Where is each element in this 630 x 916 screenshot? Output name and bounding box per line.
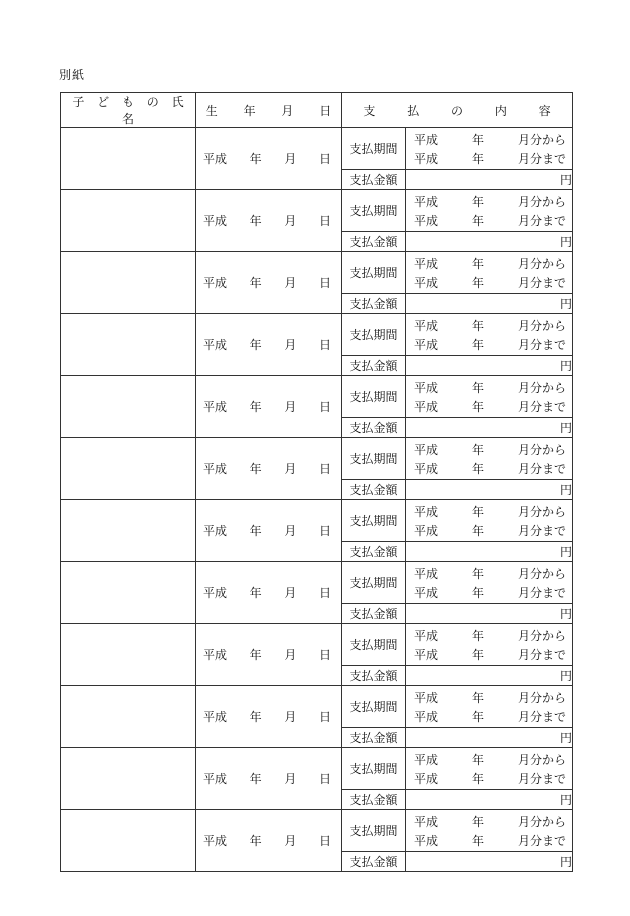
- month-label: 月: [284, 834, 297, 848]
- period-to-line: [406, 397, 572, 416]
- period-to-line: [406, 645, 572, 664]
- era-label: 平成: [203, 648, 228, 662]
- payment-amount-label: 支払金額: [342, 418, 406, 438]
- yen-label: 円: [560, 359, 573, 373]
- period-from-line: [406, 812, 572, 831]
- period-from-line: [406, 254, 572, 273]
- child-name-field[interactable]: [61, 376, 196, 438]
- era-label: 平成: [414, 132, 439, 147]
- header-child-name: 子 ど も の 氏 名: [61, 93, 196, 128]
- era-label: 平成: [203, 152, 228, 166]
- era-label: 平成: [414, 690, 439, 705]
- month-from-label: 月分から: [518, 752, 567, 767]
- year-label: 年: [249, 462, 262, 476]
- month-to-label: 月分まで: [518, 399, 567, 414]
- payment-amount-field[interactable]: [406, 666, 573, 686]
- payment-period-label: 支払期間: [342, 748, 406, 790]
- era-label: 平成: [414, 771, 439, 786]
- month-label: 月: [284, 586, 297, 600]
- payment-period-label: 支払期間: [342, 500, 406, 542]
- birth-date-field[interactable]: [196, 686, 342, 748]
- month-label: 月: [284, 400, 297, 414]
- month-to-label: 月分まで: [518, 585, 567, 600]
- yen-label: 円: [560, 855, 573, 869]
- era-label: 平成: [414, 628, 439, 643]
- era-label: 平成: [203, 834, 228, 848]
- period-from-line: [406, 688, 572, 707]
- yen-label: 円: [560, 235, 573, 249]
- payment-period-field[interactable]: [406, 190, 573, 232]
- payment-amount-label: 支払金額: [342, 852, 406, 872]
- year-label: 年: [249, 648, 262, 662]
- year-label: 年: [472, 461, 485, 476]
- year-label: 年: [249, 710, 262, 724]
- era-label: 平成: [414, 337, 439, 352]
- payment-amount-label: 支払金額: [342, 294, 406, 314]
- child-entry-period-row: [61, 252, 573, 294]
- month-label: 月: [284, 710, 297, 724]
- birth-date-field[interactable]: [196, 624, 342, 686]
- payment-form-table: [60, 92, 573, 872]
- month-from-label: 月分から: [518, 628, 567, 643]
- month-to-label: 月分まで: [518, 337, 567, 352]
- yen-label: 円: [560, 173, 573, 187]
- year-label: 年: [472, 337, 485, 352]
- payment-amount-field[interactable]: [406, 852, 573, 872]
- month-to-label: 月分まで: [518, 523, 567, 538]
- year-label: 年: [249, 214, 262, 228]
- payment-period-label: 支払期間: [342, 128, 406, 170]
- month-to-label: 月分まで: [518, 833, 567, 848]
- birth-date-field[interactable]: [196, 748, 342, 810]
- payment-period-label: 支払期間: [342, 252, 406, 294]
- payment-amount-label: 支払金額: [342, 728, 406, 748]
- year-label: 年: [249, 524, 262, 538]
- year-label: 年: [472, 132, 485, 147]
- payment-amount-field[interactable]: [406, 356, 573, 376]
- year-label: 年: [472, 399, 485, 414]
- payment-period-field[interactable]: [406, 314, 573, 356]
- year-label: 年: [472, 213, 485, 228]
- child-entry-period-row: [61, 438, 573, 480]
- period-to-line: [406, 521, 572, 540]
- year-label: 年: [472, 442, 485, 457]
- era-label: 平成: [414, 752, 439, 767]
- era-label: 平成: [414, 194, 439, 209]
- payment-period-field[interactable]: [406, 624, 573, 666]
- child-name-field[interactable]: [61, 438, 196, 500]
- month-from-label: 月分から: [518, 256, 567, 271]
- day-label: 日: [318, 400, 331, 414]
- era-label: 平成: [414, 151, 439, 166]
- year-label: 年: [472, 318, 485, 333]
- month-from-label: 月分から: [518, 814, 567, 829]
- payment-period-field[interactable]: [406, 438, 573, 480]
- birth-date-field[interactable]: [196, 128, 342, 190]
- day-label: 日: [318, 152, 331, 166]
- birth-date-field[interactable]: [196, 376, 342, 438]
- period-to-line: [406, 335, 572, 354]
- year-label: 年: [472, 585, 485, 600]
- payment-period-label: 支払期間: [342, 624, 406, 666]
- birth-date-field[interactable]: [196, 810, 342, 872]
- birth-date-field[interactable]: [196, 190, 342, 252]
- child-entry-period-row: [61, 624, 573, 666]
- child-entry-period-row: [61, 562, 573, 604]
- month-to-label: 月分まで: [518, 275, 567, 290]
- year-label: 年: [249, 834, 262, 848]
- child-name-field[interactable]: [61, 624, 196, 686]
- month-label: 月: [284, 772, 297, 786]
- era-label: 平成: [414, 461, 439, 476]
- payment-amount-label: 支払金額: [342, 480, 406, 500]
- year-label: 年: [249, 152, 262, 166]
- year-label: 年: [472, 690, 485, 705]
- child-name-field[interactable]: [61, 810, 196, 872]
- payment-amount-label: 支払金額: [342, 356, 406, 376]
- yen-label: 円: [560, 483, 573, 497]
- era-label: 平成: [203, 276, 228, 290]
- month-from-label: 月分から: [518, 318, 567, 333]
- payment-amount-label: 支払金額: [342, 790, 406, 810]
- birth-date-field[interactable]: [196, 438, 342, 500]
- payment-amount-field[interactable]: [406, 604, 573, 624]
- birth-date-field[interactable]: [196, 252, 342, 314]
- child-entry-period-row: [61, 810, 573, 852]
- day-label: 日: [318, 276, 331, 290]
- year-label: 年: [472, 709, 485, 724]
- child-name-field[interactable]: [61, 252, 196, 314]
- payment-period-field[interactable]: [406, 128, 573, 170]
- child-entry-period-row: [61, 128, 573, 170]
- month-from-label: 月分から: [518, 194, 567, 209]
- child-name-field[interactable]: [61, 748, 196, 810]
- era-label: 平成: [203, 338, 228, 352]
- era-label: 平成: [414, 523, 439, 538]
- era-label: 平成: [203, 586, 228, 600]
- period-to-line: [406, 831, 572, 850]
- year-label: 年: [472, 647, 485, 662]
- yen-label: 円: [560, 545, 573, 559]
- yen-label: 円: [560, 731, 573, 745]
- payment-amount-field[interactable]: [406, 480, 573, 500]
- child-entry-period-row: [61, 376, 573, 418]
- header-birth-date: 生 年 月 日: [196, 93, 342, 128]
- payment-amount-label: 支払金額: [342, 170, 406, 190]
- era-label: 平成: [203, 772, 228, 786]
- payment-period-field[interactable]: [406, 686, 573, 728]
- month-from-label: 月分から: [518, 380, 567, 395]
- period-from-line: [406, 750, 572, 769]
- era-label: 平成: [414, 442, 439, 457]
- payment-period-label: 支払期間: [342, 438, 406, 480]
- period-to-line: [406, 583, 572, 602]
- day-label: 日: [318, 772, 331, 786]
- month-label: 月: [284, 338, 297, 352]
- era-label: 平成: [414, 566, 439, 581]
- era-label: 平成: [414, 275, 439, 290]
- month-from-label: 月分から: [518, 132, 567, 147]
- birth-date-field[interactable]: [196, 500, 342, 562]
- header-payment-details: 支 払 の 内 容: [342, 93, 573, 128]
- month-from-label: 月分から: [518, 690, 567, 705]
- child-entry-period-row: [61, 190, 573, 232]
- yen-label: 円: [560, 297, 573, 311]
- period-to-line: [406, 769, 572, 788]
- period-from-line: [406, 316, 572, 335]
- era-label: 平成: [414, 709, 439, 724]
- month-to-label: 月分まで: [518, 709, 567, 724]
- year-label: 年: [472, 380, 485, 395]
- child-entry-period-row: [61, 314, 573, 356]
- child-name-field[interactable]: [61, 500, 196, 562]
- payment-amount-field[interactable]: [406, 790, 573, 810]
- payment-period-field[interactable]: [406, 810, 573, 852]
- payment-amount-field[interactable]: [406, 542, 573, 562]
- year-label: 年: [472, 814, 485, 829]
- payment-period-field[interactable]: [406, 376, 573, 418]
- year-label: 年: [472, 771, 485, 786]
- year-label: 年: [472, 194, 485, 209]
- payment-amount-label: 支払金額: [342, 604, 406, 624]
- payment-amount-field[interactable]: [406, 170, 573, 190]
- year-label: 年: [249, 586, 262, 600]
- month-to-label: 月分まで: [518, 151, 567, 166]
- payment-period-label: 支払期間: [342, 562, 406, 604]
- era-label: 平成: [414, 380, 439, 395]
- payment-amount-label: 支払金額: [342, 232, 406, 252]
- period-from-line: [406, 130, 572, 149]
- year-label: 年: [472, 752, 485, 767]
- era-label: 平成: [203, 400, 228, 414]
- payment-period-field[interactable]: [406, 500, 573, 542]
- year-label: 年: [472, 566, 485, 581]
- birth-date-field[interactable]: [196, 314, 342, 376]
- year-label: 年: [472, 523, 485, 538]
- period-to-line: [406, 707, 572, 726]
- era-label: 平成: [414, 814, 439, 829]
- day-label: 日: [318, 338, 331, 352]
- month-from-label: 月分から: [518, 566, 567, 581]
- era-label: 平成: [414, 399, 439, 414]
- month-to-label: 月分まで: [518, 461, 567, 476]
- era-label: 平成: [203, 524, 228, 538]
- payment-period-label: 支払期間: [342, 686, 406, 728]
- yen-label: 円: [560, 421, 573, 435]
- year-label: 年: [249, 400, 262, 414]
- child-entry-period-row: [61, 500, 573, 542]
- month-label: 月: [284, 524, 297, 538]
- era-label: 平成: [203, 214, 228, 228]
- payment-period-label: 支払期間: [342, 810, 406, 852]
- day-label: 日: [318, 586, 331, 600]
- period-from-line: [406, 440, 572, 459]
- day-label: 日: [318, 710, 331, 724]
- month-to-label: 月分まで: [518, 213, 567, 228]
- period-from-line: [406, 564, 572, 583]
- era-label: 平成: [414, 213, 439, 228]
- month-label: 月: [284, 648, 297, 662]
- day-label: 日: [318, 834, 331, 848]
- era-label: 平成: [414, 647, 439, 662]
- attachment-label: 別紙: [59, 68, 86, 82]
- yen-label: 円: [560, 669, 573, 683]
- year-label: 年: [472, 256, 485, 271]
- child-name-field[interactable]: [61, 562, 196, 624]
- year-label: 年: [249, 276, 262, 290]
- payment-period-field[interactable]: [406, 252, 573, 294]
- month-from-label: 月分から: [518, 504, 567, 519]
- birth-date-field[interactable]: [196, 562, 342, 624]
- era-label: 平成: [203, 710, 228, 724]
- payment-amount-label: 支払金額: [342, 666, 406, 686]
- era-label: 平成: [414, 256, 439, 271]
- period-to-line: [406, 211, 572, 230]
- child-name-field[interactable]: [61, 128, 196, 190]
- month-from-label: 月分から: [518, 442, 567, 457]
- period-from-line: [406, 192, 572, 211]
- payment-period-label: 支払期間: [342, 314, 406, 356]
- child-name-field[interactable]: [61, 314, 196, 376]
- month-to-label: 月分まで: [518, 771, 567, 786]
- era-label: 平成: [414, 504, 439, 519]
- era-label: 平成: [203, 462, 228, 476]
- day-label: 日: [318, 648, 331, 662]
- year-label: 年: [472, 151, 485, 166]
- period-from-line: [406, 502, 572, 521]
- payment-period-label: 支払期間: [342, 190, 406, 232]
- month-label: 月: [284, 276, 297, 290]
- day-label: 日: [318, 214, 331, 228]
- child-name-field[interactable]: [61, 686, 196, 748]
- year-label: 年: [472, 628, 485, 643]
- payment-amount-field[interactable]: [406, 232, 573, 252]
- month-label: 月: [284, 214, 297, 228]
- era-label: 平成: [414, 318, 439, 333]
- era-label: 平成: [414, 585, 439, 600]
- day-label: 日: [318, 524, 331, 538]
- period-to-line: [406, 459, 572, 478]
- payment-amount-field[interactable]: [406, 294, 573, 314]
- period-from-line: [406, 378, 572, 397]
- period-from-line: [406, 626, 572, 645]
- yen-label: 円: [560, 793, 573, 807]
- child-entry-period-row: [61, 686, 573, 728]
- header-row: [61, 93, 573, 128]
- period-to-line: [406, 273, 572, 292]
- year-label: 年: [472, 833, 485, 848]
- year-label: 年: [249, 772, 262, 786]
- period-to-line: [406, 149, 572, 168]
- child-name-field[interactable]: [61, 190, 196, 252]
- child-entry-period-row: [61, 748, 573, 790]
- payment-period-label: 支払期間: [342, 376, 406, 418]
- year-label: 年: [472, 504, 485, 519]
- month-to-label: 月分まで: [518, 647, 567, 662]
- day-label: 日: [318, 462, 331, 476]
- payment-amount-field[interactable]: [406, 418, 573, 438]
- yen-label: 円: [560, 607, 573, 621]
- month-label: 月: [284, 152, 297, 166]
- year-label: 年: [249, 338, 262, 352]
- payment-period-field[interactable]: [406, 748, 573, 790]
- month-label: 月: [284, 462, 297, 476]
- payment-amount-field[interactable]: [406, 728, 573, 748]
- year-label: 年: [472, 275, 485, 290]
- payment-amount-label: 支払金額: [342, 542, 406, 562]
- payment-period-field[interactable]: [406, 562, 573, 604]
- era-label: 平成: [414, 833, 439, 848]
